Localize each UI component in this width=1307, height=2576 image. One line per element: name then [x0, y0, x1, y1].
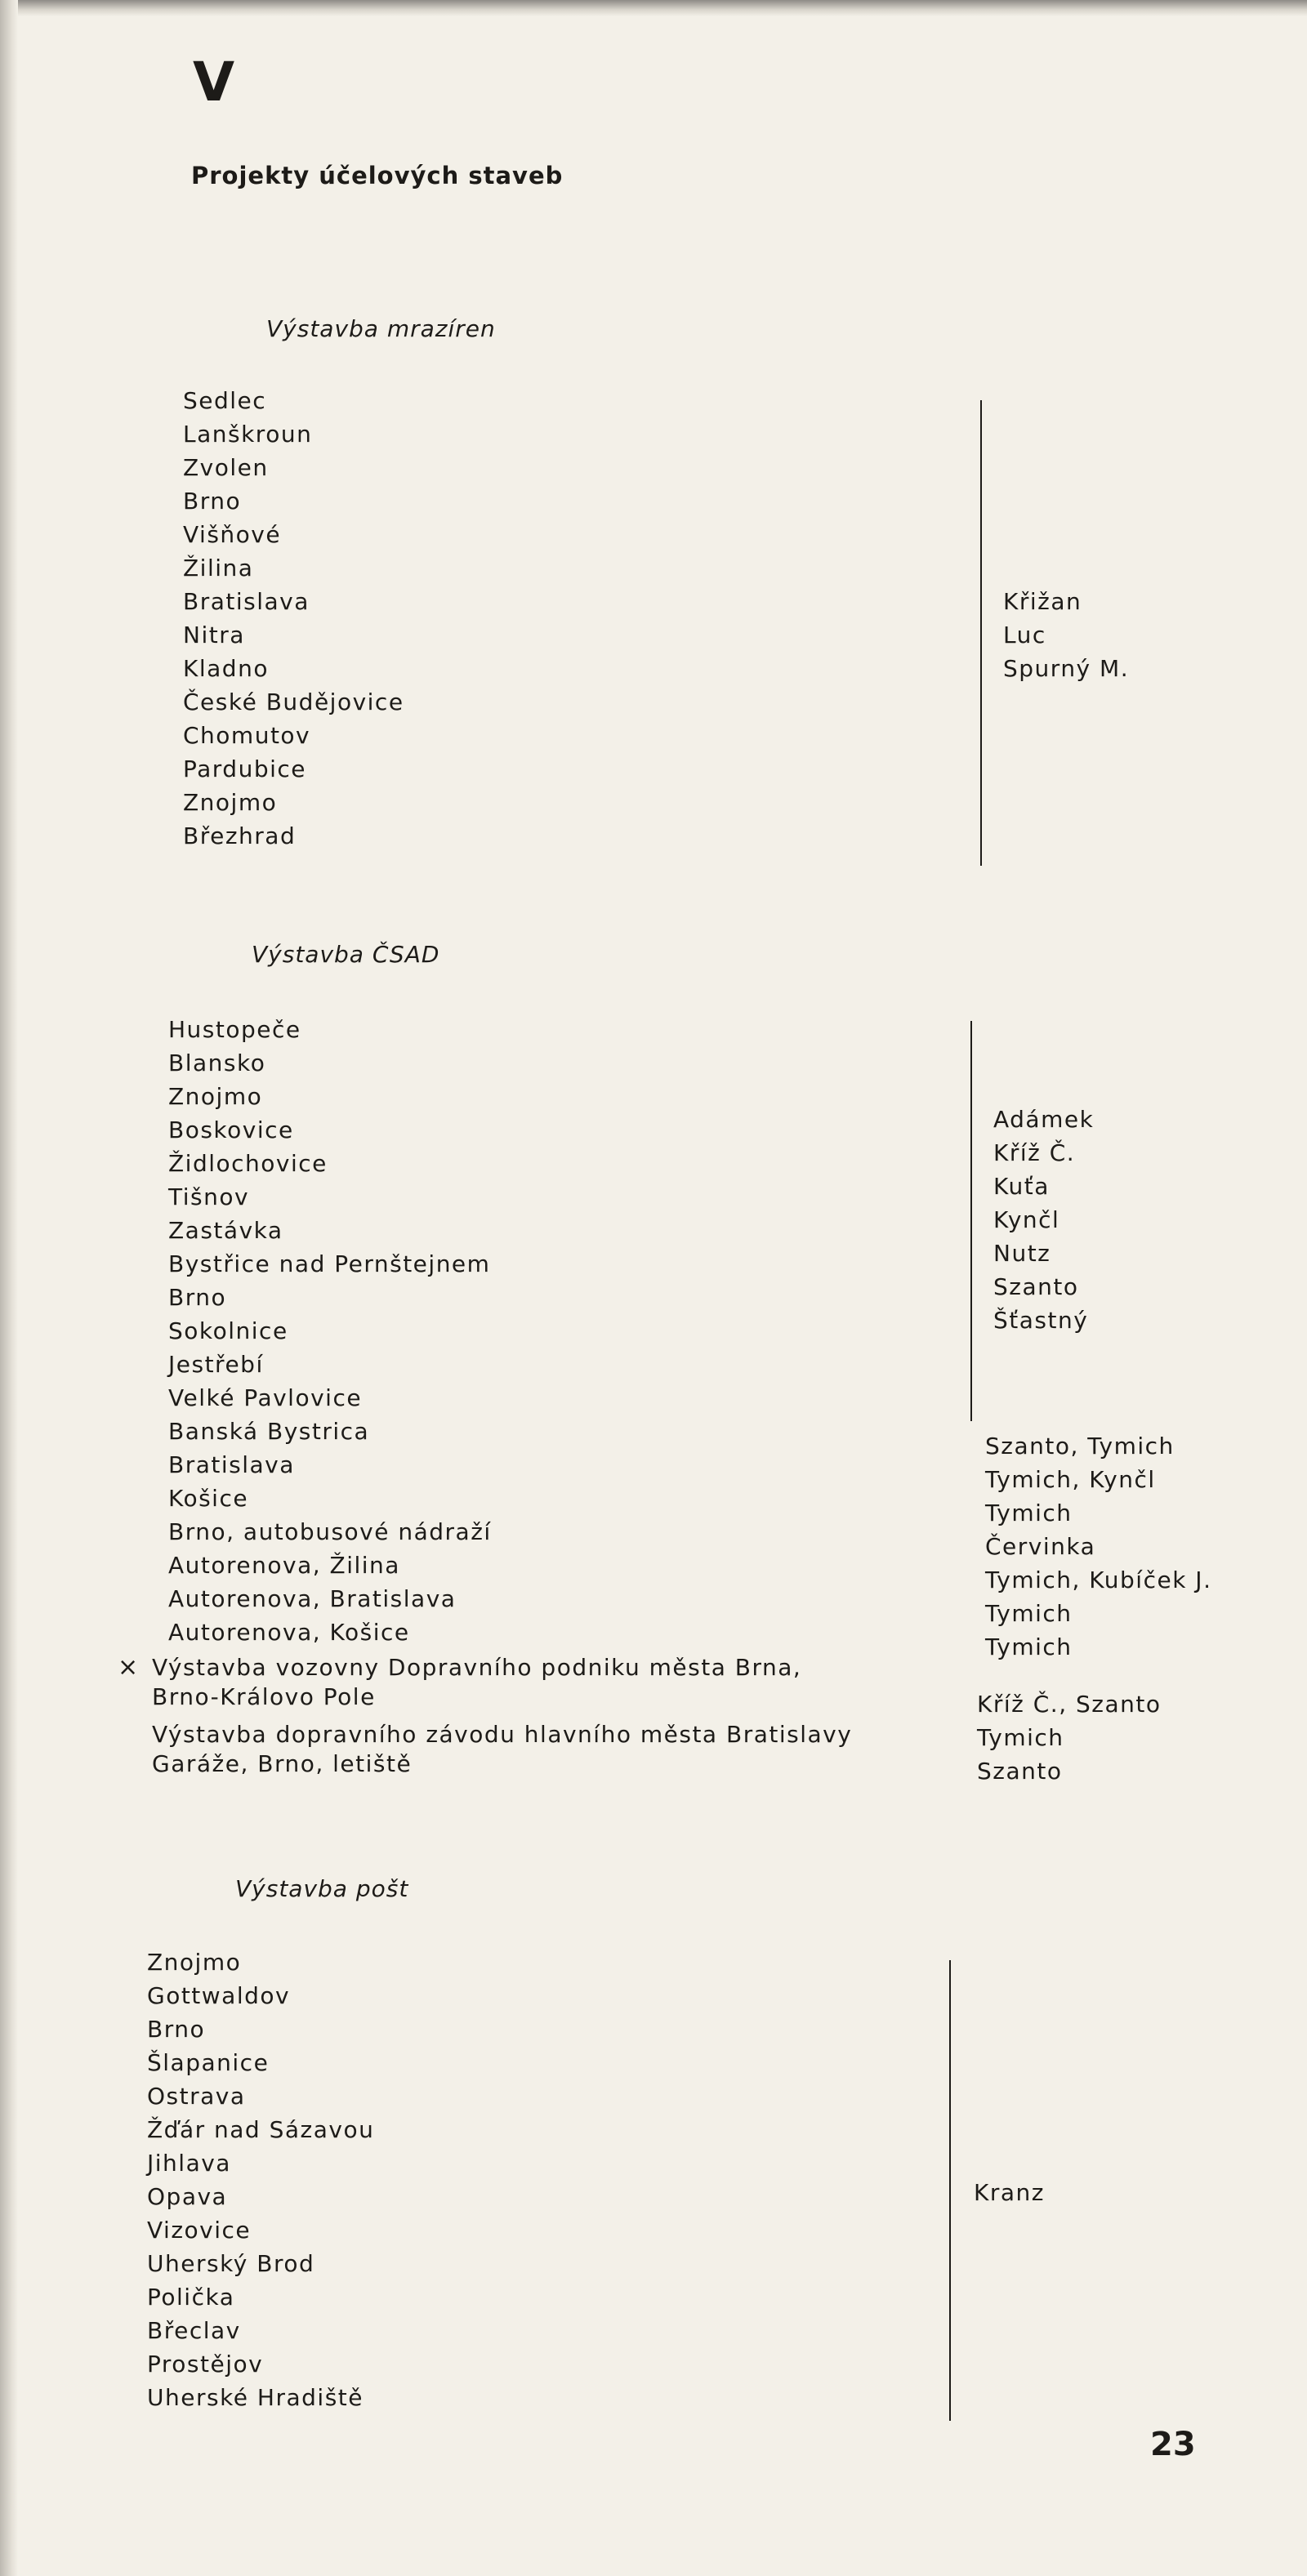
list-item: Gottwaldov: [147, 1982, 291, 2009]
list-item: České Budějovice: [183, 689, 404, 715]
list-item: Opava: [147, 2183, 228, 2210]
list-item: Znojmo: [183, 789, 278, 816]
chapter-numeral: V: [193, 51, 235, 114]
list-item: Sedlec: [183, 387, 267, 414]
author-name: Spurný M.: [1003, 655, 1130, 682]
list-item: Bratislava: [183, 588, 310, 615]
author-name: Tymich, Kynčl: [985, 1466, 1156, 1493]
list-item: Vizovice: [147, 2217, 252, 2244]
list-item: Brno: [147, 2016, 206, 2043]
list-item: Žďár nad Sázavou: [147, 2116, 375, 2143]
author-name: Kříž Č., Szanto: [977, 1691, 1162, 1718]
list-item: Tišnov: [168, 1183, 250, 1210]
list-item: Autorenova, Bratislava: [168, 1585, 457, 1612]
list-item: Banská Bystrica: [168, 1418, 370, 1445]
list-item: Jihlava: [147, 2150, 231, 2177]
list-item: Autorenova, Košice: [168, 1619, 410, 1646]
list-item: Prostějov: [147, 2351, 264, 2378]
list-item: Břeclav: [147, 2317, 241, 2344]
list-item: Brno-Královo Pole: [152, 1683, 376, 1710]
list-item: Hustopeče: [168, 1016, 301, 1043]
page-number: 23: [1150, 2426, 1196, 2463]
list-item: Uherský Brod: [147, 2250, 315, 2277]
author-name: Luc: [1003, 622, 1046, 648]
author-name: Kranz: [974, 2179, 1045, 2206]
list-item: Zvolen: [183, 454, 269, 481]
author-list-mrazirny: [1003, 585, 1129, 685]
list-item: Velké Pavlovice: [168, 1384, 363, 1411]
author-name: Tymich: [985, 1633, 1073, 1660]
author-name: Červinka: [985, 1533, 1096, 1560]
section-title-csad: Výstavba ČSAD: [252, 941, 440, 968]
author-name: Tymich: [985, 1600, 1073, 1627]
list-item: Chomutov: [183, 722, 311, 749]
list-item: Uherské Hradiště: [147, 2384, 364, 2411]
list-item: Jestřebí: [168, 1351, 264, 1378]
bracket-csad: [970, 1021, 972, 1421]
list-item: Znojmo: [168, 1083, 263, 1110]
list-item: Znojmo: [147, 1949, 242, 1976]
section-title-posty: Výstavba pošt: [235, 1875, 409, 1902]
list-item: Sokolnice: [168, 1317, 288, 1344]
bracket-posty: [949, 1960, 951, 2421]
list-item: Zastávka: [168, 1217, 283, 1244]
author-name: Tymich: [977, 1724, 1064, 1751]
author-name: Tymich: [985, 1500, 1073, 1526]
list-item: Košice: [168, 1485, 249, 1512]
author-name: Křižan: [1003, 588, 1082, 615]
list-item: Blansko: [168, 1050, 266, 1076]
list-item: Nitra: [183, 622, 245, 648]
list-item: Bystřice nad Pernštejnem: [168, 1250, 491, 1277]
author-list-csad: [993, 1103, 1094, 1337]
list-item: Brno: [168, 1284, 227, 1311]
list-item: Lanškroun: [183, 421, 313, 448]
author-name: Nutz: [993, 1240, 1051, 1267]
place-list-csad-extra: [152, 1653, 852, 1779]
list-item: Polička: [147, 2284, 235, 2311]
bracket-mrazirny: [980, 400, 982, 866]
author-name: Kuťa: [993, 1173, 1050, 1200]
section-title-mrazirny: Výstavba mrazíren: [266, 315, 496, 342]
page-edge-shadow: [0, 0, 1307, 16]
page-binding-shadow: [0, 0, 18, 2576]
list-item: Boskovice: [168, 1116, 294, 1143]
list-item: Ostrava: [147, 2083, 246, 2110]
list-item: Višňové: [183, 521, 282, 548]
author-list-posty: [974, 2176, 1045, 2209]
list-item: Brno, autobusové nádraží: [168, 1518, 492, 1545]
list-item: Garáže, Brno, letiště: [152, 1750, 413, 1777]
author-name: Šťastný: [993, 1307, 1089, 1334]
list-item: Kladno: [183, 655, 269, 682]
author-name: Szanto, Tymich: [985, 1433, 1175, 1460]
place-list-mrazirny: [183, 384, 404, 853]
list-item: Žilina: [183, 555, 254, 582]
list-item: Pardubice: [183, 755, 306, 782]
list-item: Výstavba dopravního závodu hlavního města Bratislavy: [152, 1721, 853, 1748]
list-item: Šlapanice: [147, 2049, 270, 2076]
list-item: Autorenova, Žilina: [168, 1552, 400, 1579]
author-name: Szanto: [977, 1758, 1063, 1785]
place-list-csad: [168, 1013, 492, 1649]
author-name: Tymich, Kubíček J.: [985, 1567, 1212, 1593]
author-name: Adámek: [993, 1106, 1095, 1133]
list-item: Židlochovice: [168, 1150, 328, 1177]
list-item: Bratislava: [168, 1451, 295, 1478]
page-title: Projekty účelových staveb: [191, 162, 564, 189]
cross-mark: ×: [118, 1653, 139, 1682]
list-item: Výstavba vozovny Dopravního podniku města Brna,: [152, 1654, 802, 1681]
place-list-posty: [147, 1945, 374, 2414]
author-list-csad-single: [985, 1429, 1211, 1664]
list-item: Březhrad: [183, 822, 297, 849]
list-item: Brno: [183, 488, 242, 515]
author-list-csad-extra: [977, 1687, 1162, 1788]
author-name: Kříž Č.: [993, 1139, 1076, 1166]
author-name: Kynčl: [993, 1206, 1060, 1233]
author-name: Szanto: [993, 1273, 1079, 1300]
